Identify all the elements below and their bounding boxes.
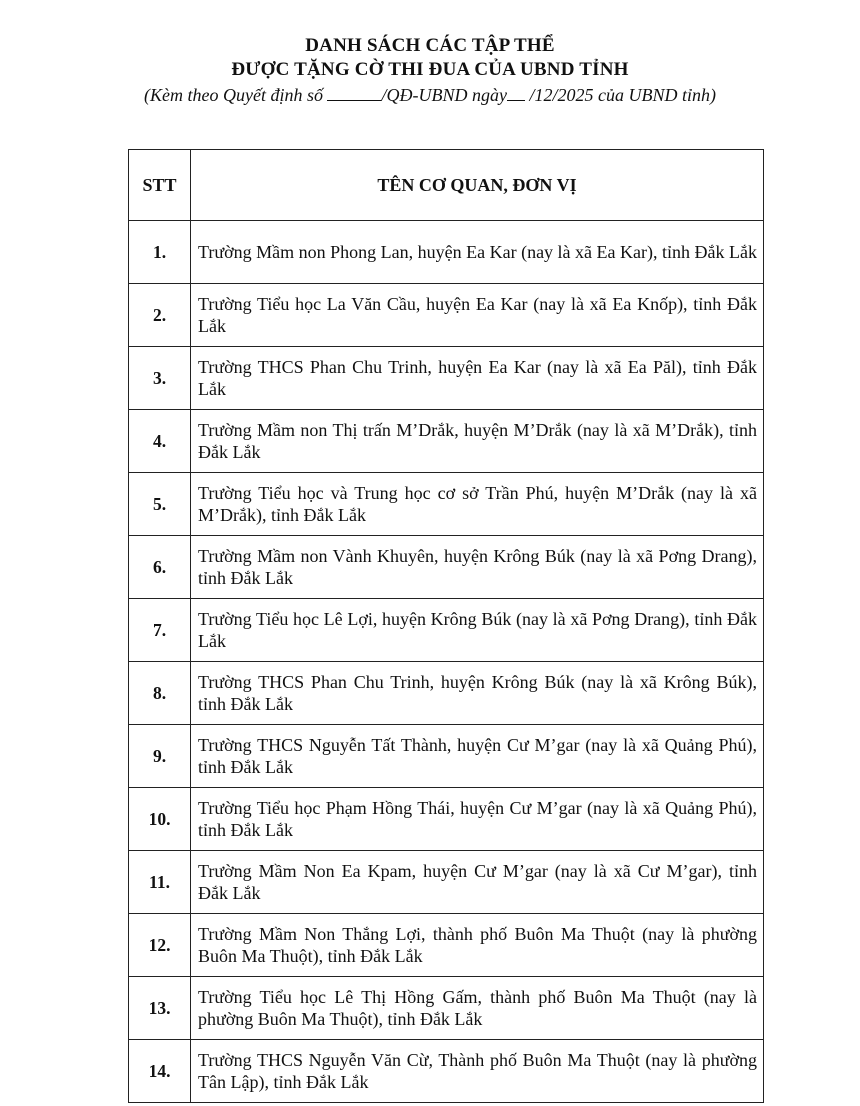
table-row (129, 410, 764, 473)
row-stt: 8. (129, 662, 191, 725)
table-header-row (129, 150, 764, 221)
row-stt: 2. (129, 284, 191, 347)
row-unit-name: Trường THCS Nguyễn Tất Thành, huyện Cư M’gar (nay là xã Quảng Phú), tỉnh Đắk Lắk (191, 725, 764, 788)
decision-number-blank (327, 82, 381, 101)
document-title: DANH SÁCH CÁC TẬP THỂ (305, 35, 555, 56)
row-stt: 13. (129, 977, 191, 1040)
row-stt: 10. (129, 788, 191, 851)
row-unit-name: Trường THCS Nguyễn Văn Cừ, Thành phố Buôn Ma Thuột (nay là phường Tân Lập), tỉnh Đắk Lắk (191, 1040, 764, 1103)
row-stt: 6. (129, 536, 191, 599)
row-unit-name: Trường Tiểu học và Trung học cơ sở Trần Phú, huyện M’Drắk (nay là xã M’Drắk), tỉnh Đắk Lắk (191, 473, 764, 536)
table-row (129, 851, 764, 914)
table-row (129, 1040, 764, 1103)
table-row (129, 914, 764, 977)
decision-reference-prefix: (Kèm theo Quyết định số (144, 85, 323, 105)
row-unit-name: Trường Tiểu học Phạm Hồng Thái, huyện Cư M’gar (nay là xã Quảng Phú), tỉnh Đắk Lắk (191, 788, 764, 851)
document-header (0, 34, 860, 107)
decision-reference-suffix: /12/2025 của UBND tỉnh) (529, 85, 716, 105)
header-unit-name: TÊN CƠ QUAN, ĐƠN VỊ (191, 150, 764, 221)
table-row (129, 284, 764, 347)
row-unit-name: Trường THCS Phan Chu Trinh, huyện Krông Búk (nay là xã Krông Búk), tỉnh Đắk Lắk (191, 662, 764, 725)
row-unit-name: Trường THCS Phan Chu Trinh, huyện Ea Kar (nay là xã Ea Păl), tỉnh Đắk Lắk (191, 347, 764, 410)
row-stt: 11. (129, 851, 191, 914)
row-unit-name: Trường Tiểu học Lê Thị Hồng Gấm, thành phố Buôn Ma Thuột (nay là phường Buôn Ma Thuột), tỉnh Đắk Lắk (191, 977, 764, 1040)
header-stt: STT (129, 150, 191, 221)
table-row (129, 662, 764, 725)
row-unit-name: Trường Mầm non Vành Khuyên, huyện Krông Búk (nay là xã Pơng Drang), tỉnh Đắk Lắk (191, 536, 764, 599)
row-stt: 1. (129, 221, 191, 284)
decision-reference (0, 82, 860, 107)
table-row (129, 536, 764, 599)
document-title-secondary: ĐƯỢC TẶNG CỜ THI ĐUA CỦA UBND TỈNH (231, 59, 629, 80)
row-unit-name: Trường Tiểu học Lê Lợi, huyện Krông Búk (nay là xã Pơng Drang), tỉnh Đắk Lắk (191, 599, 764, 662)
table-row (129, 788, 764, 851)
row-stt: 4. (129, 410, 191, 473)
table-row (129, 473, 764, 536)
row-stt: 9. (129, 725, 191, 788)
table-row (129, 221, 764, 284)
table-row (129, 599, 764, 662)
table-row (129, 977, 764, 1040)
row-stt: 12. (129, 914, 191, 977)
row-stt: 3. (129, 347, 191, 410)
row-unit-name: Trường Tiểu học La Văn Cầu, huyện Ea Kar (nay là xã Ea Knốp), tỉnh Đắk Lắk (191, 284, 764, 347)
row-unit-name: Trường Mầm Non Thắng Lợi, thành phố Buôn Ma Thuột (nay là phường Buôn Ma Thuột), tỉnh Đắk Lắk (191, 914, 764, 977)
table-row (129, 725, 764, 788)
decision-reference-middle: /QĐ-UBND ngày (381, 85, 507, 105)
row-stt: 5. (129, 473, 191, 536)
row-stt: 7. (129, 599, 191, 662)
collective-list-table (128, 149, 764, 1103)
row-unit-name: Trường Mầm non Phong Lan, huyện Ea Kar (nay là xã Ea Kar), tỉnh Đắk Lắk (191, 221, 764, 284)
table-row (129, 347, 764, 410)
row-unit-name: Trường Mầm non Thị trấn M’Drắk, huyện M’Drắk (nay là xã M’Drắk), tỉnh Đắk Lắk (191, 410, 764, 473)
decision-date-blank (507, 82, 525, 101)
row-unit-name: Trường Mầm Non Ea Kpam, huyện Cư M’gar (nay là xã Cư M’gar), tỉnh Đắk Lắk (191, 851, 764, 914)
row-stt: 14. (129, 1040, 191, 1103)
